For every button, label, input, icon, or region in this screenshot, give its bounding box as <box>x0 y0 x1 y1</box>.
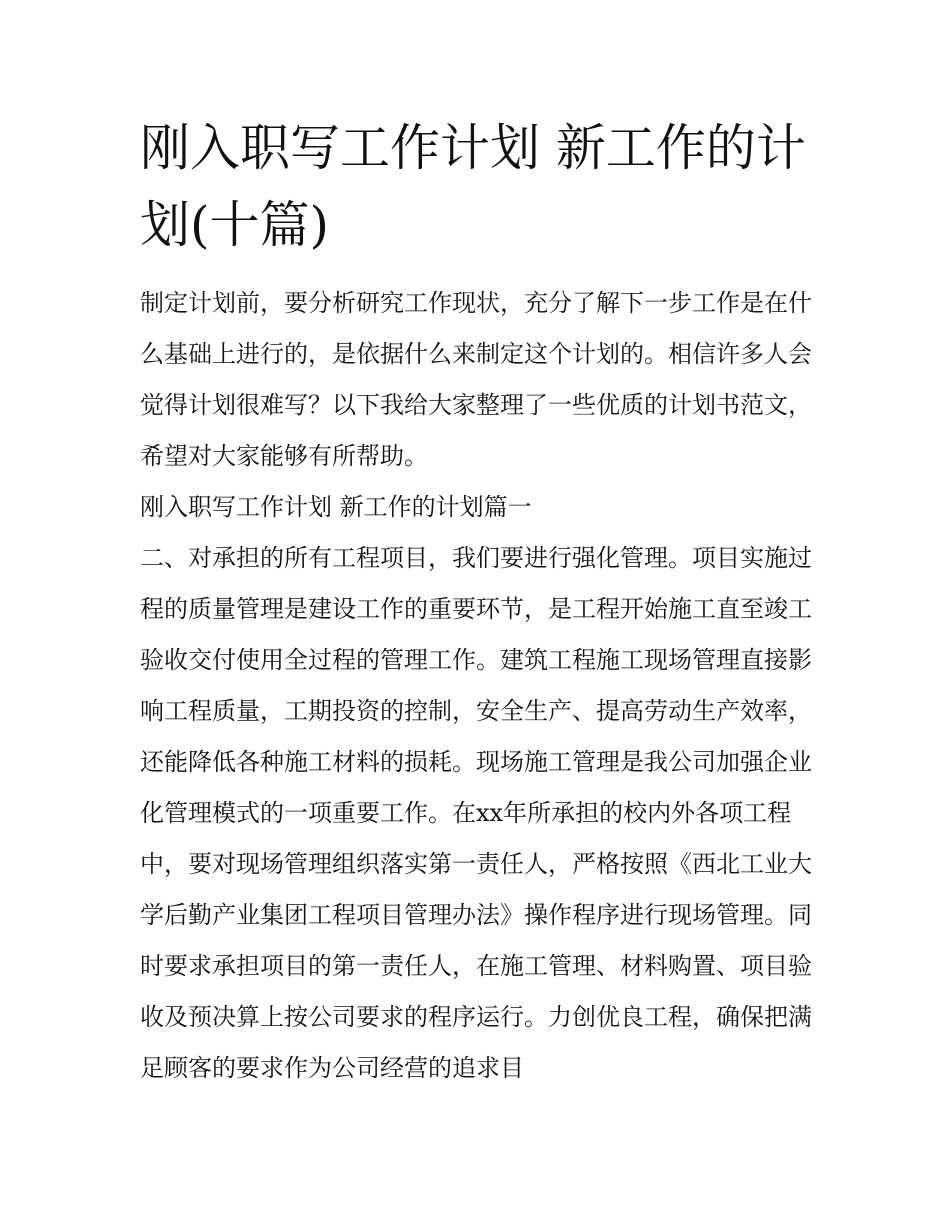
document-body <box>140 278 812 1094</box>
intro-paragraph: 制定计划前，要分析研究工作现状，充分了解下一步工作是在什么基础上进行的，是依据什么来制定这个计划的。相信许多人会觉得计划很难写？以下我给大家整理了一些优质的计划书范文，希望对大家能够有所帮助。 <box>140 289 812 470</box>
section-heading: 刚入职写工作计划 新工作的计划篇一 <box>140 493 532 521</box>
document-title: 刚入职写工作计划 新工作的计划(十篇) <box>140 119 806 254</box>
document-content <box>140 110 812 1094</box>
body-paragraph: 二、对承担的所有工程项目，我们要进行强化管理。项目实施过程的质量管理是建设工作的重要环节，是工程开始施工直至竣工验收交付使用全过程的管理工作。建筑工程施工现场管理直接影响工程质量，工期投资的控制，安全生产、提高劳动生产效率，还能降低各种施工材料的损耗。现场施工管理是我公司加强企业化管理模式的一项重要工作。在xx年所承担的校内外各项工程中，要对现场管理组织落实第一责任人，严格按照《西北工业大学后勤产业集团工程项目管理办法》操作程序进行现场管理。同时要求承担项目的第一责任人，在施工管理、材料购置、项目验收及预决算上按公司要求的程序运行。力创优良工程，确保把满足顾客的要求作为公司经营的追求目 <box>140 544 812 1082</box>
